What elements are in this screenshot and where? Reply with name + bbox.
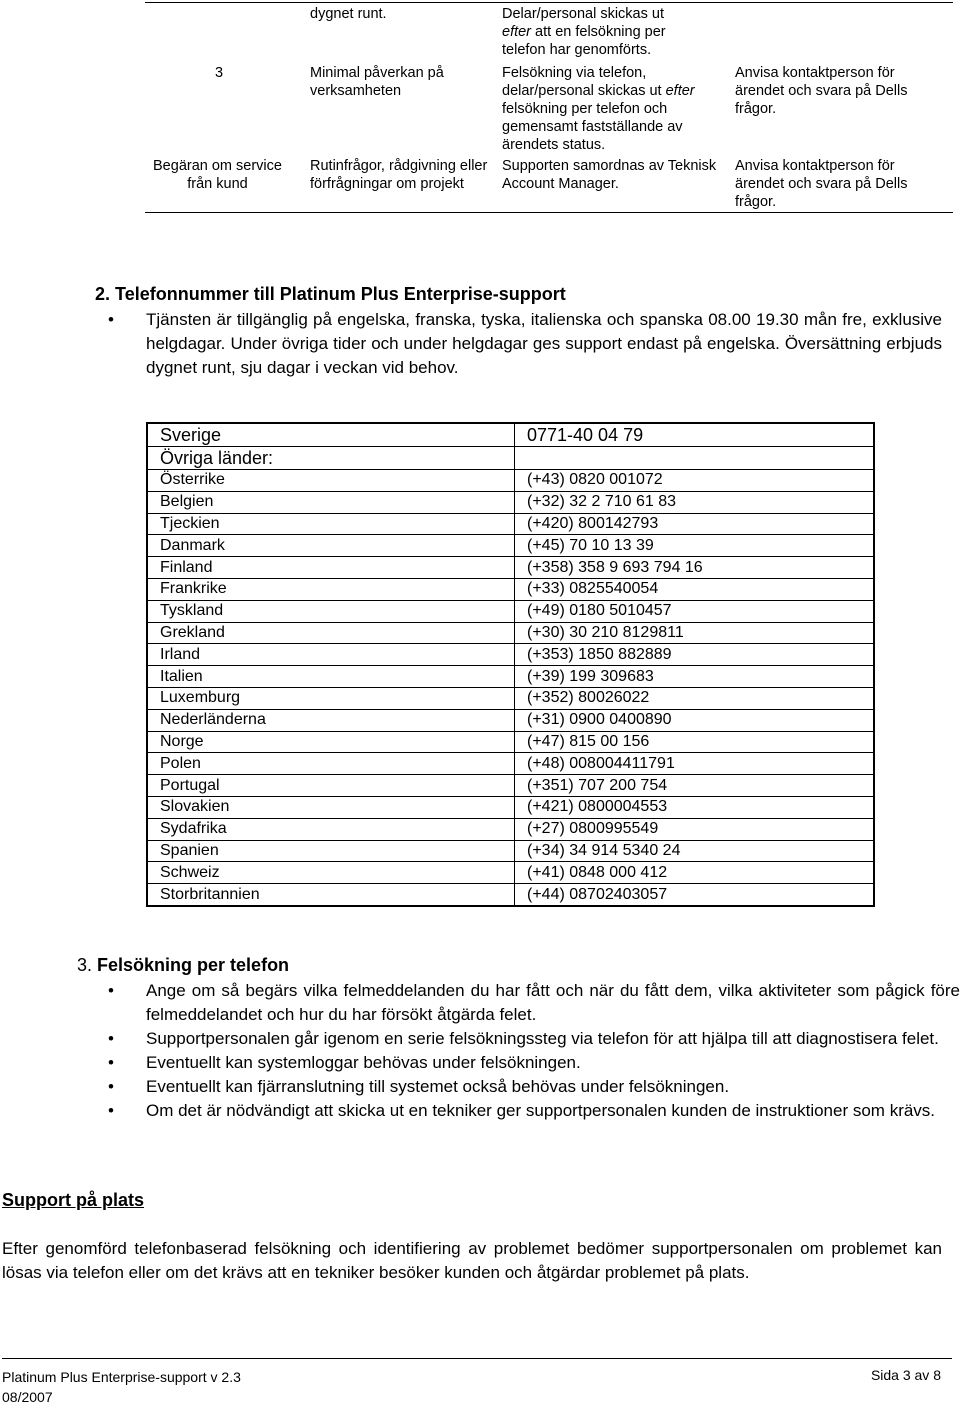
footer-doc-title: Platinum Plus Enterprise-support v 2.3 <box>2 1369 241 1385</box>
country-cell: Sydafrika <box>147 818 515 840</box>
list-item: • Eventuellt kan systemloggar behövas under felsökningen. <box>104 1051 960 1075</box>
table-row <box>147 622 874 644</box>
phone-number-cell: (+358) 358 9 693 794 16 <box>515 557 875 579</box>
severity-table <box>145 2 953 213</box>
table-row <box>147 557 874 579</box>
table-row <box>147 775 874 797</box>
section3-heading: 3. Felsökning per telefon <box>77 955 290 975</box>
table-row <box>147 687 874 709</box>
section2-heading: 2. Telefonnummer till Platinum Plus Enterprise-support <box>95 284 566 304</box>
country-cell: Italien <box>147 666 515 688</box>
table-row <box>147 644 874 666</box>
section2-bullets <box>104 308 942 380</box>
severity-row2-action: Supporten samordnas av Teknisk Account Manager. <box>502 158 717 192</box>
country-cell: Slovakien <box>147 796 515 818</box>
phone-number-cell: 0771-40 04 79 <box>515 423 875 447</box>
table-row <box>147 884 874 906</box>
country-cell: Finland <box>147 557 515 579</box>
bullet-icon: • <box>108 1029 114 1048</box>
country-cell: Irland <box>147 644 515 666</box>
country-cell: Storbritannien <box>147 884 515 906</box>
phone-number-cell: (+30) 30 210 8129811 <box>515 622 875 644</box>
table-row <box>147 753 874 775</box>
phone-number-cell: (+31) 0900 0400890 <box>515 709 875 731</box>
list-item: • Eventuellt kan fjärranslutning till systemet också behövas under felsökningen. <box>104 1075 960 1099</box>
severity-row2-customer: Anvisa kontaktperson för ärendet och svara på Dells frågor. <box>735 158 908 210</box>
country-cell: Nederländerna <box>147 709 515 731</box>
phone-number-cell: (+48) 008004411791 <box>515 753 875 775</box>
table-row <box>147 731 874 753</box>
country-cell: Österrike <box>147 470 515 492</box>
footer-date: 08/2007 <box>2 1389 53 1405</box>
country-cell: Tjeckien <box>147 513 515 535</box>
table-row <box>147 513 874 535</box>
list-item: • Supportpersonalen går igenom en serie felsökningssteg via telefon för att hjälpa till att diagnostisera felet. <box>104 1027 960 1051</box>
footer-divider <box>2 1358 952 1359</box>
table-row <box>147 796 874 818</box>
phone-number-cell: (+44) 08702403057 <box>515 884 875 906</box>
phone-number-cell: (+49) 0180 5010457 <box>515 600 875 622</box>
country-cell: Schweiz <box>147 862 515 884</box>
phone-number-cell: (+27) 0800995549 <box>515 818 875 840</box>
severity-row1-customer: Anvisa kontaktperson för ärendet och svara på Dells frågor. <box>735 65 908 117</box>
bullet-icon: • <box>108 981 114 1000</box>
severity-row1-action: Felsökning via telefon, delar/personal skickas ut efter felsökning per telefon och gemensamt fastställande av ärendets status. <box>502 65 695 153</box>
bullet-icon: • <box>108 1077 114 1096</box>
support-onsite-paragraph: Efter genomförd telefonbaserad felsökning och identifiering av problemet bedömer supportpersonalen om problemet kan lösas via telefon eller om det krävs att en tekniker besöker kunden och åtgärdar problemet på plats. <box>2 1239 942 1282</box>
phone-number-cell: (+420) 800142793 <box>515 513 875 535</box>
footer-left <box>2 1367 241 1407</box>
support-onsite-heading: Support på plats <box>2 1190 145 1210</box>
bullet-icon: • <box>108 1101 114 1120</box>
table-row <box>147 470 874 492</box>
phone-number-cell: (+33) 0825540054 <box>515 578 875 600</box>
phone-number-cell: (+421) 0800004553 <box>515 796 875 818</box>
phone-number-cell <box>515 447 875 470</box>
phone-number-cell: (+47) 815 00 156 <box>515 731 875 753</box>
table-row <box>147 423 874 447</box>
country-cell: Spanien <box>147 840 515 862</box>
table-row <box>147 535 874 557</box>
list-item: • Ange om så begärs vilka felmeddelanden du har fått och när du fått dem, vilka aktiviteter som pågick före felmeddelandet och hur du har försökt åtgärda felet. <box>108 981 960 1024</box>
phone-number-table <box>146 422 875 907</box>
country-cell: Sverige <box>147 423 515 447</box>
country-cell: Luxemburg <box>147 687 515 709</box>
country-cell: Danmark <box>147 535 515 557</box>
bullet-icon: • <box>108 310 114 329</box>
phone-number-cell: (+32) 32 2 710 61 83 <box>515 491 875 513</box>
severity-row2-impact: Rutinfrågor, rådgivning eller förfrågningar om projekt <box>310 158 488 192</box>
country-cell: Portugal <box>147 775 515 797</box>
country-cell: Frankrike <box>147 578 515 600</box>
table-row <box>147 578 874 600</box>
severity-row0-action: Delar/personal skickas ut efter att en felsökning per telefon har genomförts. <box>502 6 666 58</box>
section3-bullets <box>104 979 960 1123</box>
phone-number-cell: (+351) 707 200 754 <box>515 775 875 797</box>
country-cell: Norge <box>147 731 515 753</box>
phone-number-cell: (+41) 0848 000 412 <box>515 862 875 884</box>
severity-row0-impact: dygnet runt. <box>310 6 387 22</box>
phone-number-cell: (+45) 70 10 13 39 <box>515 535 875 557</box>
severity-row1-impact: Minimal påverkan på verksamheten <box>310 65 444 99</box>
table-row <box>147 447 874 470</box>
phone-number-cell: (+352) 80026022 <box>515 687 875 709</box>
phone-number-cell: (+34) 34 914 5340 24 <box>515 840 875 862</box>
table-row <box>147 491 874 513</box>
table-row <box>147 818 874 840</box>
severity-row2-type: Begäran om service från kund <box>153 158 282 192</box>
phone-number-cell: (+353) 1850 882889 <box>515 644 875 666</box>
country-cell: Tyskland <box>147 600 515 622</box>
table-row <box>147 862 874 884</box>
country-cell: Polen <box>147 753 515 775</box>
bullet-icon: • <box>108 1053 114 1072</box>
phone-number-cell: (+43) 0820 001072 <box>515 470 875 492</box>
table-row <box>147 709 874 731</box>
country-cell: Belgien <box>147 491 515 513</box>
severity-row1-level: 3 <box>215 65 224 81</box>
list-item: • Tjänsten är tillgänglig på engelska, franska, tyska, italienska och spanska 08.00 19.30 mån fre, exklusive helgdagar. Under övriga tider och under helgdagar ges support endast på engelska. Översättning erbjuds dygnet runt, sju dagar i veckan vid behov. <box>108 310 942 377</box>
phone-number-cell: (+39) 199 309683 <box>515 666 875 688</box>
table-row <box>147 600 874 622</box>
country-cell: Grekland <box>147 622 515 644</box>
table-row <box>147 840 874 862</box>
list-item: • Om det är nödvändigt att skicka ut en tekniker ger supportpersonalen kunden de instruktioner som krävs. <box>104 1099 960 1123</box>
footer-page-number: Sida 3 av 8 <box>870 1367 941 1383</box>
table-row <box>147 666 874 688</box>
country-cell: Övriga länder: <box>147 447 515 470</box>
